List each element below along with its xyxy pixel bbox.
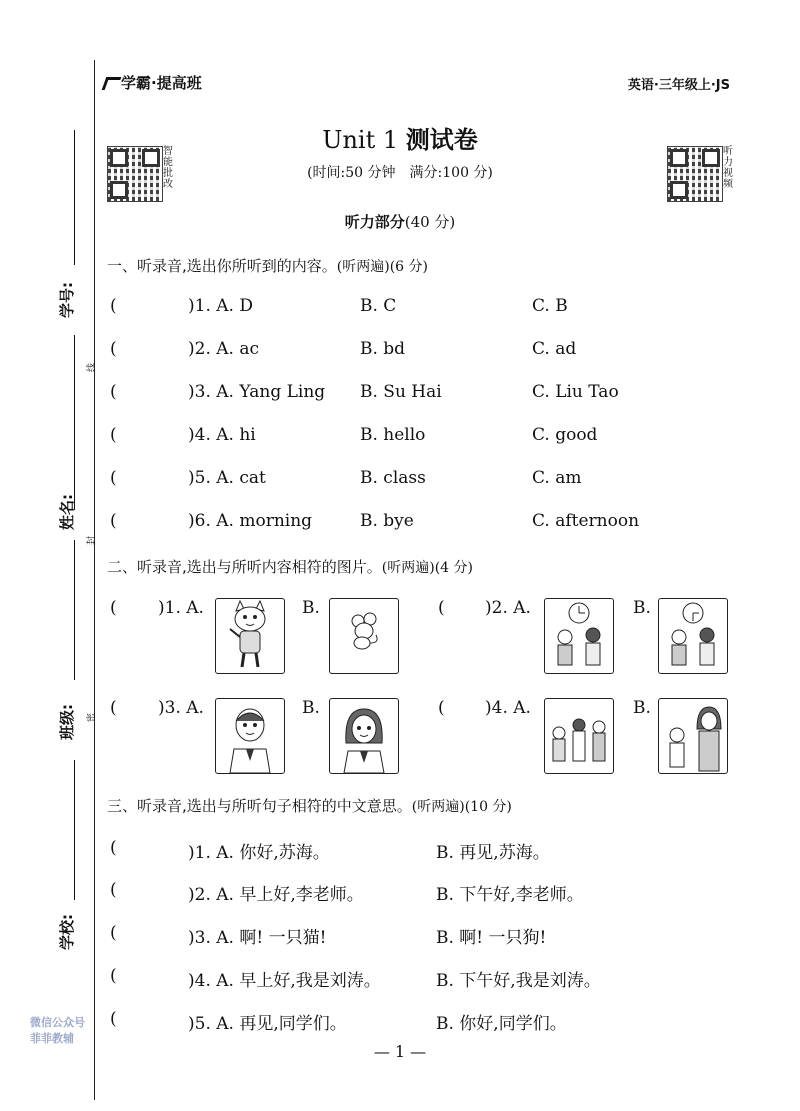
section-3-note: (听两遍)(10 分) (411, 799, 512, 815)
seal-line-mark: 线 (87, 362, 97, 372)
answer-paren[interactable]: ( (438, 598, 445, 618)
option-b: B. 下午好,我是刘涛。 (436, 971, 601, 991)
answer-paren[interactable]: ( (110, 339, 117, 359)
option-a: )1. A. D (188, 296, 253, 316)
class-label: 班级: (58, 704, 76, 740)
question-row (110, 511, 730, 535)
children-illustration (545, 699, 613, 773)
option-b: B. 啊! 一只狗! (436, 928, 547, 948)
student-name-label: 姓名: (58, 494, 76, 530)
qr-left-caption: 智能批改 (163, 146, 173, 190)
option-a: )3. A. Yang Ling (188, 382, 326, 402)
seal-feng-mark: 封 (87, 535, 97, 545)
section-2-title: 二、听录音,选出与所听内容相符的图片。 (107, 558, 382, 576)
clock-people-illustration (659, 599, 727, 673)
cat-illustration (216, 599, 284, 673)
option-b: B. 再见,苏海。 (436, 843, 550, 863)
option-c: C. ad (532, 339, 577, 359)
option-a: )2. A. ac (188, 339, 259, 359)
seal-mi-mark: 密 (87, 712, 97, 722)
listening-score: (40 分) (404, 213, 456, 231)
section-1-note: (听两遍)(6 分) (336, 259, 428, 275)
picture-children-group[interactable] (544, 698, 614, 774)
picture-afternoon-greeting[interactable] (658, 598, 728, 674)
brand-logo (104, 72, 202, 93)
watermark (30, 1015, 85, 1047)
section-2-heading (107, 556, 473, 577)
option-b: B. C (360, 296, 397, 316)
question-row (110, 1009, 730, 1033)
answer-paren[interactable]: ( (110, 698, 117, 718)
clock-people-illustration (545, 599, 613, 673)
boy-illustration (216, 699, 284, 773)
question-row (110, 382, 730, 406)
option-a: )5. A. 再见,同学们。 (188, 1014, 347, 1034)
option-b: B. 你好,同学们。 (436, 1014, 567, 1034)
question-row (110, 880, 730, 904)
name-underline (74, 335, 75, 510)
question-row (110, 425, 730, 449)
answer-paren[interactable]: ( (110, 598, 117, 618)
school-label: 学校: (58, 914, 76, 950)
picture-option-b-label: B. (633, 598, 651, 618)
picture-morning-greeting[interactable] (544, 598, 614, 674)
section-3-title: 三、听录音,选出与所听句子相符的中文意思。 (107, 797, 412, 815)
option-a: )4. A. 早上好,我是刘涛。 (188, 971, 381, 991)
question-row (110, 468, 730, 492)
question-row (110, 339, 730, 363)
school-underline (74, 760, 75, 900)
option-a: )1. A. 你好,苏海。 (188, 843, 330, 863)
picture-cat[interactable] (215, 598, 285, 674)
answer-paren[interactable]: ( (110, 296, 117, 316)
option-a: )6. A. morning (188, 511, 313, 531)
answer-paren[interactable]: ( (110, 838, 117, 858)
listening-part-heading (0, 211, 800, 232)
picture-mouse[interactable] (329, 598, 399, 674)
answer-paren[interactable]: ( (110, 511, 117, 531)
picture-option-a-label: )1. A. (158, 598, 204, 618)
picture-option-b-label: B. (302, 598, 320, 618)
exam-info: (时间:50 分钟 满分:100 分) (307, 165, 493, 181)
watermark-line-2: 菲菲教辅 (30, 1032, 74, 1045)
question-row (110, 296, 730, 320)
option-a: )2. A. 早上好,李老师。 (188, 885, 364, 905)
title-unit: Unit 1 (322, 126, 399, 154)
watermark-line-1: 微信公众号 (30, 1016, 85, 1029)
girl-illustration (330, 699, 398, 773)
student-number-label: 学号: (58, 282, 76, 318)
option-c: C. good (532, 425, 598, 445)
class-underline (74, 540, 75, 680)
picture-option-a-label: )4. A. (485, 698, 531, 718)
option-a: )3. A. 啊! 一只猫! (188, 928, 327, 948)
answer-paren[interactable]: ( (110, 1009, 117, 1029)
teacher-illustration (659, 699, 727, 773)
option-b: B. bye (360, 511, 414, 531)
picture-option-b-label: B. (302, 698, 320, 718)
question-row (110, 923, 730, 947)
option-b: B. hello (360, 425, 426, 445)
answer-paren[interactable]: ( (438, 698, 445, 718)
option-b: B. 下午好,李老师。 (436, 885, 584, 905)
title-name: 测试卷 (405, 126, 478, 154)
option-c: C. Liu Tao (532, 382, 619, 402)
answer-paren[interactable]: ( (110, 468, 117, 488)
section-3-heading (107, 795, 512, 816)
mouse-illustration (330, 599, 398, 673)
option-b: B. bd (360, 339, 406, 359)
picture-option-b-label: B. (633, 698, 651, 718)
option-a: )4. A. hi (188, 425, 256, 445)
answer-paren[interactable]: ( (110, 382, 117, 402)
section-2-note: (听两遍)(4 分) (381, 560, 473, 576)
picture-boy[interactable] (215, 698, 285, 774)
answer-paren[interactable]: ( (110, 880, 117, 900)
section-1-title: 一、听录音,选出你所听到的内容。 (107, 257, 337, 275)
brand-text: 学霸·提高班 (121, 74, 202, 92)
picture-option-a-label: )2. A. (485, 598, 531, 618)
page-title (0, 120, 800, 155)
option-c: C. am (532, 468, 582, 488)
qr-right-caption: 听力视频 (723, 146, 733, 190)
picture-boy-and-teacher[interactable] (658, 698, 728, 774)
option-b: B. Su Hai (360, 382, 442, 402)
section-1-heading (107, 255, 428, 276)
page-number: — 1 — (373, 1042, 427, 1061)
question-row (110, 838, 730, 862)
option-b: B. class (360, 468, 426, 488)
option-c: C. B (532, 296, 568, 316)
option-a: )5. A. cat (188, 468, 266, 488)
answer-paren[interactable]: ( (110, 923, 117, 943)
picture-girl[interactable] (329, 698, 399, 774)
picture-option-a-label: )3. A. (158, 698, 204, 718)
listening-label: 听力部分 (344, 213, 405, 231)
subject-label: 英语·三年级上·JS (627, 78, 730, 93)
option-c: C. afternoon (532, 511, 640, 531)
answer-paren[interactable]: ( (110, 425, 117, 445)
question-row (110, 966, 730, 990)
answer-paren[interactable]: ( (110, 966, 117, 986)
